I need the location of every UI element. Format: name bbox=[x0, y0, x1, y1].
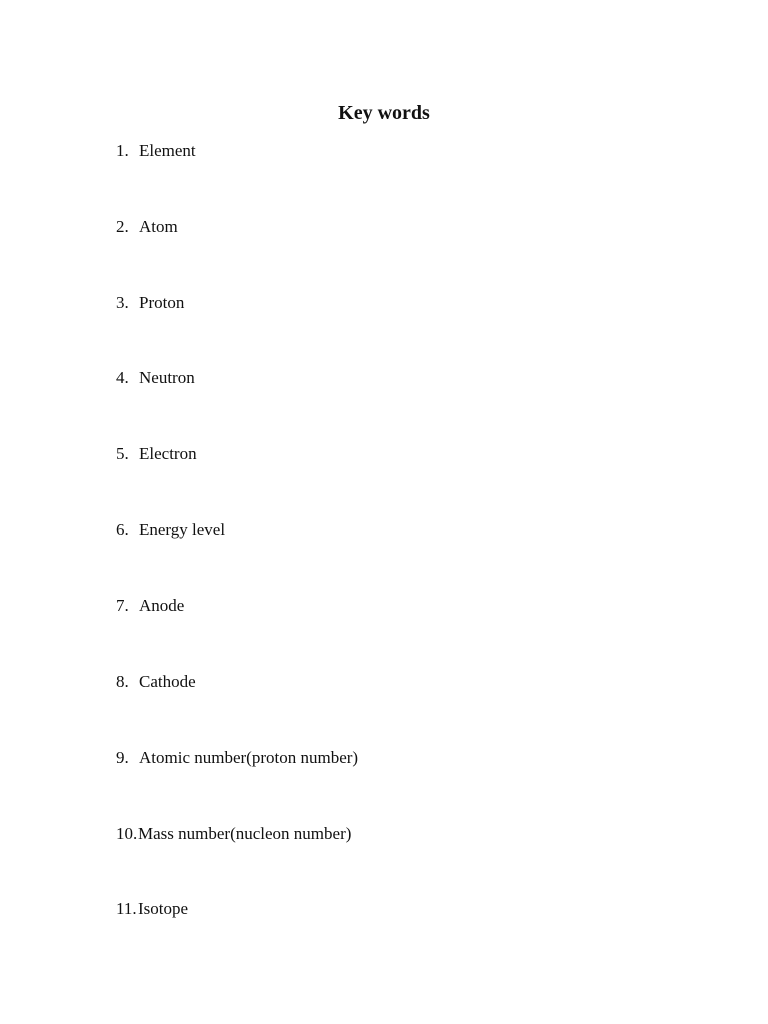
list-item-label: Element bbox=[139, 141, 196, 160]
list-item-number: 1. bbox=[116, 141, 129, 160]
list-item-label: Isotope bbox=[138, 899, 189, 918]
list-item bbox=[116, 823, 351, 845]
list-item-number: 9. bbox=[116, 748, 129, 767]
list-item-number: 10. bbox=[116, 824, 138, 843]
list-item bbox=[116, 898, 188, 920]
list-item bbox=[116, 140, 196, 162]
list-item-number: 2. bbox=[116, 217, 129, 236]
list-item bbox=[116, 216, 178, 238]
list-item-number: 11. bbox=[116, 899, 137, 918]
list-item-number: 7. bbox=[116, 596, 129, 615]
list-item-label: Energy level bbox=[139, 520, 226, 539]
list-item-label: Neutron bbox=[139, 368, 195, 387]
list-item bbox=[116, 671, 196, 693]
list-item-label: Mass number(nucleon number) bbox=[138, 824, 352, 843]
list-item-number: 8. bbox=[116, 672, 129, 691]
list-item-number: 3. bbox=[116, 293, 129, 312]
list-item bbox=[116, 519, 225, 541]
list-item bbox=[116, 443, 197, 465]
list-item-number: 4. bbox=[116, 368, 129, 387]
list-item bbox=[116, 367, 195, 389]
list-item bbox=[116, 292, 184, 314]
list-item bbox=[116, 595, 184, 617]
list-item bbox=[116, 747, 358, 769]
list-item-label: Atom bbox=[139, 217, 178, 236]
list-item-label: Atomic number(proton number) bbox=[139, 748, 359, 767]
list-item-label: Electron bbox=[139, 444, 197, 463]
page-title: Key words bbox=[338, 102, 430, 124]
list-item-label: Anode bbox=[139, 596, 185, 615]
list-item-label: Cathode bbox=[139, 672, 196, 691]
list-item-number: 5. bbox=[116, 444, 129, 463]
list-item-label: Proton bbox=[139, 293, 185, 312]
list-item-number: 6. bbox=[116, 520, 129, 539]
